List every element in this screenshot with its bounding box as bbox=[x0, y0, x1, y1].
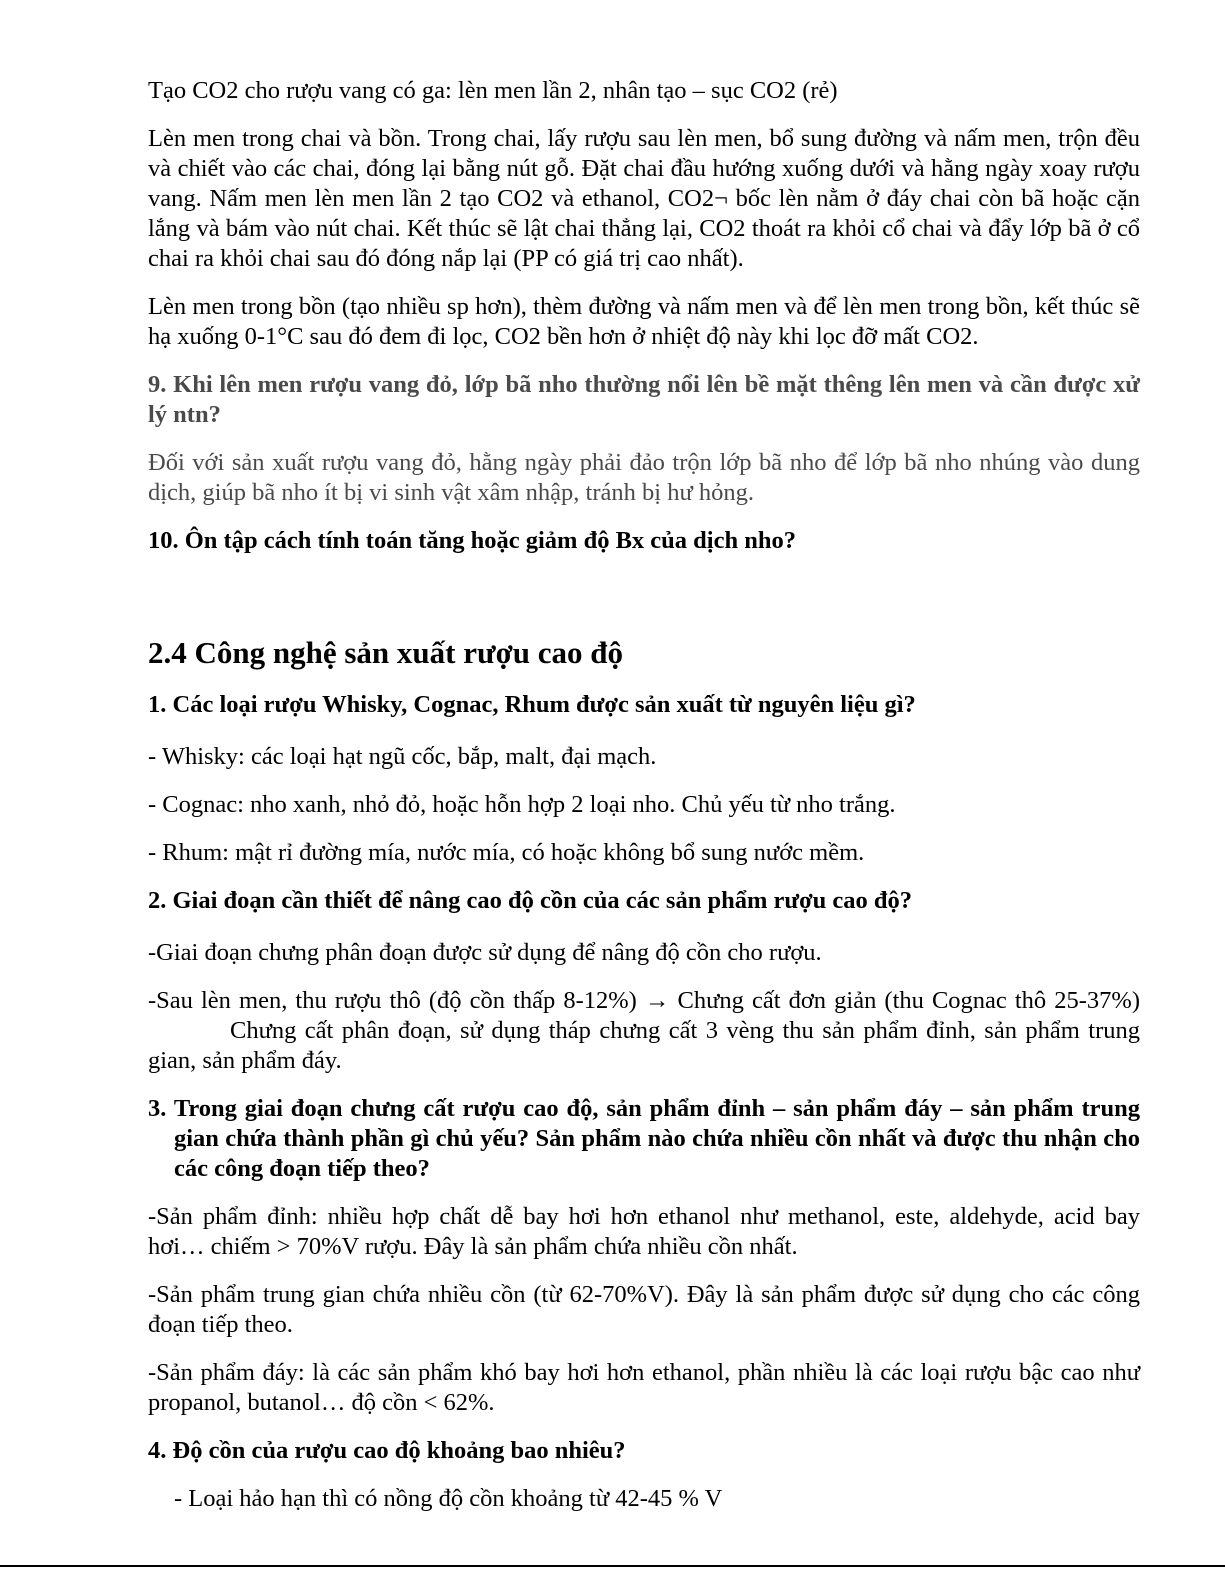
paragraph-sparkling-co2: Tạo CO2 cho rượu vang có ga: lèn men lần 2, nhân tạo – sục CO2 (rẻ) bbox=[148, 77, 838, 104]
paragraph-tank-fermentation: Lèn men trong bồn (tạo nhiều sp hơn), thèm đường và nấm men và để lèn men trong bồn, kết thúc sẽ hạ xuống 0-1°C sau đó đem đi lọc, CO2 bền hơn ở nhiệt độ này khi lọc đỡ mất CO2. bbox=[148, 293, 1140, 350]
answer-9: Đối với sản xuất rượu vang đỏ, hằng ngày phải đảo trộn lớp bã nho để lớp bã nho nhúng vào dung dịch, giúp bã nho ít bị vi sinh vật xâm nhập, tránh bị hư hỏng. bbox=[148, 449, 1140, 506]
answer-3-bottom-product: -Sản phẩm đáy: là các sản phẩm khó bay hơi hơn ethanol, phần nhiều là các loại rượu bậc cao như propanol, butanol… độ cồn < 62%. bbox=[148, 1359, 1140, 1416]
question-1: 1. Các loại rượu Whisky, Cognac, Rhum được sản xuất từ nguyên liệu gì? bbox=[148, 691, 916, 718]
answer-4-line-1: - Loại hảo hạn thì có nồng độ cồn khoảng từ 42-45 % V bbox=[174, 1485, 723, 1512]
answer-2-line-1: -Giai đoạn chưng phân đoạn được sử dụng để nâng độ cồn cho rượu. bbox=[148, 939, 822, 966]
document-page bbox=[148, 76, 1140, 1514]
question-2: 2. Giai đoạn cần thiết để nâng cao độ cồn của các sản phẩm rượu cao độ? bbox=[148, 887, 913, 914]
answer-3-top-product: -Sản phẩm đỉnh: nhiều hợp chất dễ bay hơi hơn ethanol như methanol, este, aldehyde, acid bay hơi… chiếm > 70%V rượu. Đây là sản phẩm chứa nhiều cồn nhất. bbox=[148, 1203, 1140, 1260]
answer-1-cognac: - Cognac: nho xanh, nhỏ đỏ, hoặc hỗn hợp 2 loại nho. Chủ yếu từ nho trắng. bbox=[148, 791, 896, 818]
question-10: 10. Ôn tập cách tính toán tăng hoặc giảm độ Bx của dịch nho? bbox=[148, 527, 796, 554]
question-9: 9. Khi lên men rượu vang đỏ, lớp bã nho thường nổi lên bề mặt thêng lên men và cần được xử lý ntn? bbox=[148, 371, 1140, 428]
section-heading: 2.4 Công nghệ sản xuất rượu cao độ bbox=[148, 635, 624, 670]
answer-2-part-b: Chưng cất phân đoạn, sử dụng tháp chưng cất 3 vèng thu sản phẩm đỉnh, sản phẩm trung gian, sản phẩm đáy. bbox=[148, 1017, 1140, 1074]
answer-2-line-2 bbox=[148, 986, 1140, 1076]
paragraph-bottle-fermentation: Lèn men trong chai và bồn. Trong chai, lấy rượu sau lèn men, bổ sung đường và nấm men, trộn đều và chiết vào các chai, đóng lại bằng nút gỗ. Đặt chai đầu hướng xuống dưới và hằng ngày xoay rượu vang. Nấm men lèn men lần 2 tạo CO2 và ethanol, CO2¬ bốc lèn nằm ở đáy chai còn bã hoặc cặn lắng và bám vào nút chai. Kết thúc sẽ lật chai thẳng lại, CO2 thoát ra khỏi cổ chai và đẩy lớp bã ở cổ chai ra khỏi chai sau đó đóng nắp lại (PP có giá trị cao nhất). bbox=[148, 125, 1140, 272]
answer-1-whisky: - Whisky: các loại hạt ngũ cốc, bắp, malt, đại mạch. bbox=[148, 743, 657, 770]
question-3: 3. Trong giai đoạn chưng cất rượu cao độ, sản phẩm đỉnh – sản phẩm đáy – sản phẩm trung gian chứa thành phần gì chủ yếu? Sản phẩm nào chứa nhiều cồn nhất và được thu nhận cho các công đoạn tiếp theo? bbox=[148, 1095, 1140, 1182]
question-4: 4. Độ cồn của rượu cao độ khoảng bao nhiêu? bbox=[148, 1437, 626, 1464]
answer-1-rhum: - Rhum: mật rỉ đường mía, nước mía, có hoặc không bổ sung nước mềm. bbox=[148, 839, 865, 866]
page-bottom-rule bbox=[0, 1565, 1225, 1567]
answer-3-middle-product: -Sản phẩm trung gian chứa nhiều cồn (từ 62-70%V). Đây là sản phẩm được sử dụng cho các công đoạn tiếp theo. bbox=[148, 1281, 1140, 1338]
answer-2-part-a: -Sau lèn men, thu rượu thô (độ cồn thấp 8-12%) → Chưng cất đơn giản (thu Cognac thô 25-37%) bbox=[148, 987, 1140, 1014]
